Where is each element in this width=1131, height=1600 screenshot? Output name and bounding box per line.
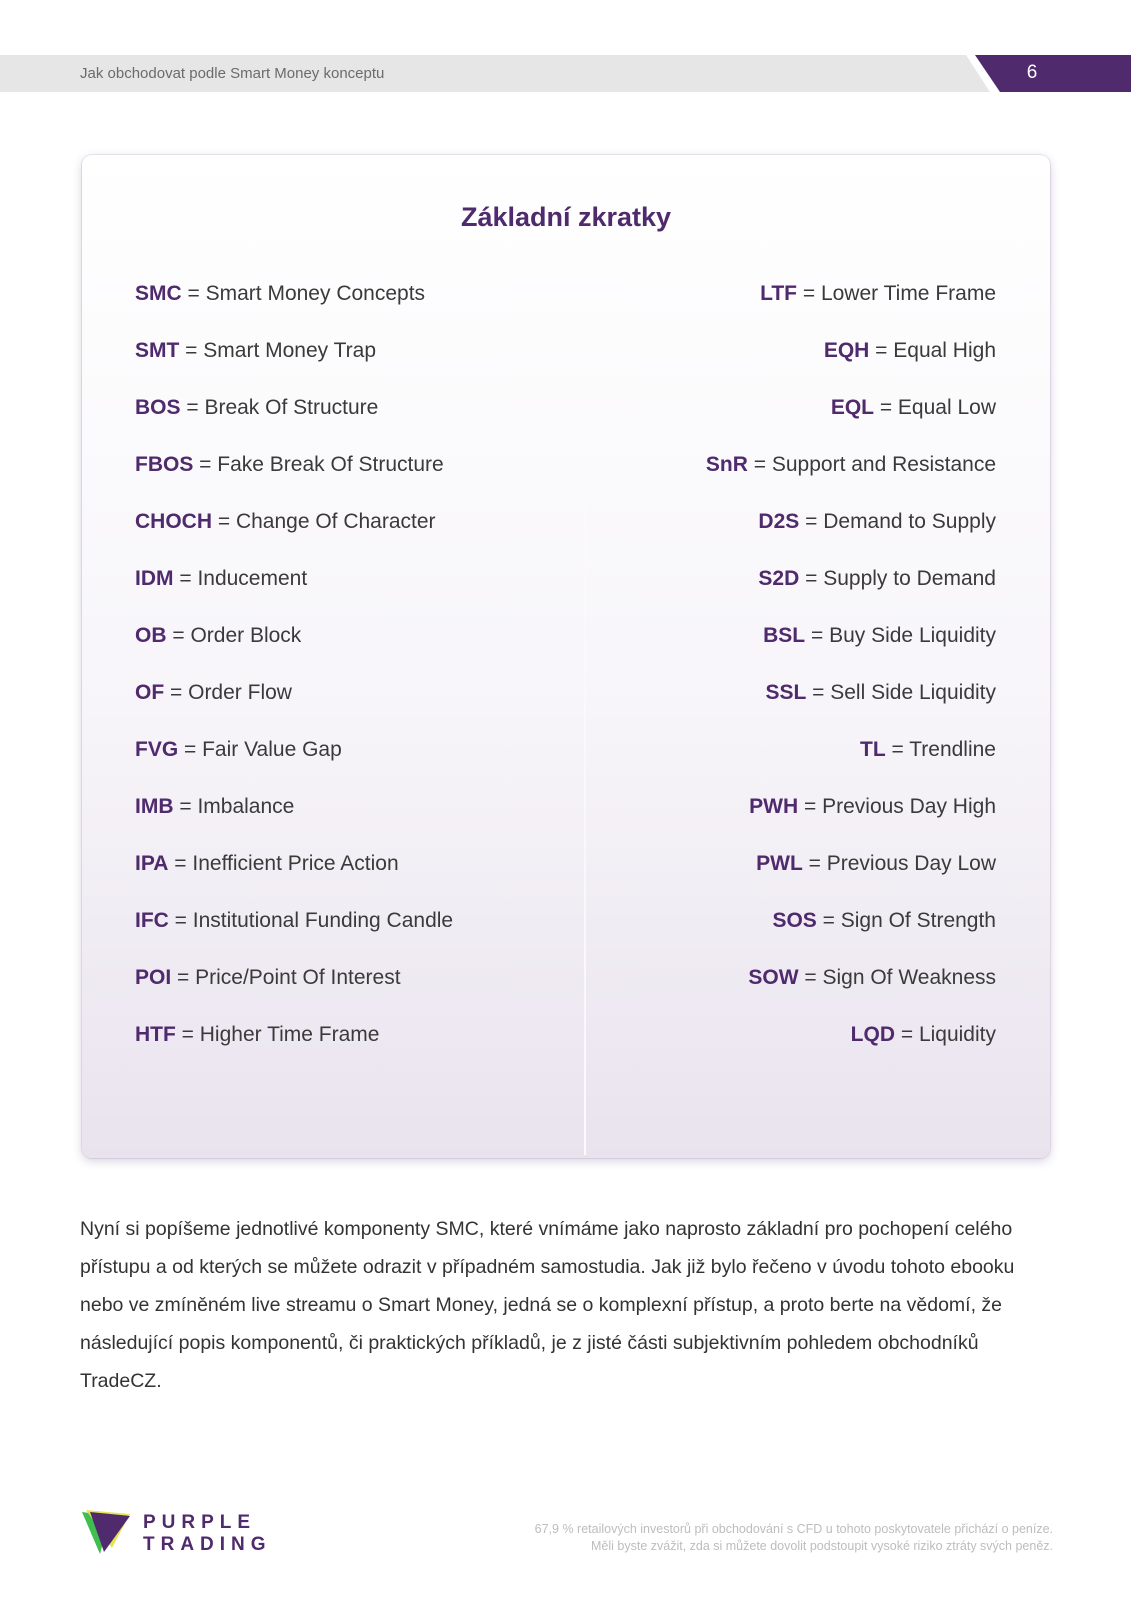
abbreviation-item: OB = Order Block xyxy=(135,624,302,647)
abbreviation-item: IMB = Imbalance xyxy=(135,795,295,818)
abbreviation-meaning: Previous Day Low xyxy=(826,852,996,875)
abbreviation-code: SMC xyxy=(135,282,182,305)
disclaimer-line-2: Měli byste zvážit, zda si můžete dovolit podstoupit vysoké riziko ztráty svých peněz. xyxy=(591,1539,1053,1553)
abbreviation-code: BOS xyxy=(135,396,181,419)
abbreviation-item: IPA = Inefficient Price Action xyxy=(135,852,399,875)
body-paragraph: Nyní si popíšeme jednotlivé komponenty SMC, které vnímáme jako naprosto základní pro pochopení celého přístupu a od kterých se můžete odrazit v případném samostudia. Jak již bylo řečeno v úvodu tohoto ebooku nebo ve zmíněném live streamu o Smart Money, jedná se o komplexní přístup, a proto berte na vědomí, že následující popis komponentů, či praktických příkladů, je z jisté části subjektivním pohledem obchodníků TradeCZ. xyxy=(80,1218,1015,1392)
abbreviation-code: IMB xyxy=(135,795,174,818)
abbreviation-item: SMC = Smart Money Concepts xyxy=(135,282,426,305)
abbreviation-meaning: Lower Time Frame xyxy=(820,282,996,305)
abbreviation-code: POI xyxy=(135,966,172,989)
abbreviation-meaning: Price/Point Of Interest xyxy=(195,966,401,989)
abbreviation-item: EQL = Equal Low xyxy=(830,396,996,419)
abbreviation-code: OB xyxy=(135,624,167,647)
abbreviation-code: FVG xyxy=(135,738,179,761)
abbreviation-code: EQH xyxy=(823,339,870,362)
abbreviation-list-right xyxy=(706,282,996,1080)
abbreviation-item: IDM = Inducement xyxy=(135,567,308,590)
abbreviation-code: PWH xyxy=(749,795,799,818)
abbreviation-item: BOS = Break Of Structure xyxy=(135,396,379,419)
abbreviation-item: FVG = Fair Value Gap xyxy=(135,738,342,761)
abbreviation-code: LQD xyxy=(850,1023,895,1046)
abbreviation-code: SMT xyxy=(135,339,180,362)
abbreviation-code: SOW xyxy=(748,966,799,989)
abbreviation-item: HTF = Higher Time Frame xyxy=(135,1023,380,1046)
abbreviation-item: S2D = Supply to Demand xyxy=(758,567,996,590)
abbreviation-item: LQD = Liquidity xyxy=(850,1023,996,1046)
abbreviation-code: D2S xyxy=(758,510,800,533)
abbreviation-meaning: Inducement xyxy=(197,567,308,590)
abbreviation-meaning: Liquidity xyxy=(918,1023,996,1046)
abbreviation-meaning: Equal High xyxy=(893,339,996,362)
abbreviation-item: D2S = Demand to Supply xyxy=(758,510,996,533)
abbreviation-meaning: Buy Side Liquidity xyxy=(829,624,996,647)
abbreviation-code: SnR xyxy=(705,453,748,476)
abbreviation-code: IPA xyxy=(135,852,169,875)
abbreviation-meaning: Order Flow xyxy=(188,681,292,704)
abbreviation-code: EQL xyxy=(830,396,874,419)
abbreviation-code: IFC xyxy=(135,909,169,932)
abbreviation-code: OF xyxy=(135,681,165,704)
abbreviation-meaning: Change Of Character xyxy=(235,510,436,533)
abbreviation-meaning: Smart Money Trap xyxy=(203,339,376,362)
abbreviation-item: PWL = Previous Day Low xyxy=(756,852,996,875)
abbreviation-meaning: Imbalance xyxy=(197,795,295,818)
card-divider xyxy=(584,380,586,1155)
abbreviation-meaning: Trendline xyxy=(909,738,996,761)
abbreviation-item: TL = Trendline xyxy=(860,738,996,761)
abbreviation-meaning: Institutional Funding Candle xyxy=(192,909,454,932)
abbreviation-item: FBOS = Fake Break Of Structure xyxy=(135,453,444,476)
abbreviation-meaning: Previous Day High xyxy=(822,795,996,818)
abbreviation-meaning: Support and Resistance xyxy=(771,453,996,476)
abbreviation-code: SOS xyxy=(772,909,817,932)
abbreviation-meaning: Sign Of Strength xyxy=(840,909,996,932)
abbreviation-item: PWH = Previous Day High xyxy=(749,795,996,818)
abbreviation-code: FBOS xyxy=(135,453,194,476)
abbreviation-item: POI = Price/Point Of Interest xyxy=(135,966,401,989)
abbreviation-meaning: Fake Break Of Structure xyxy=(217,453,444,476)
abbreviation-code: LTF xyxy=(760,282,798,305)
abbreviation-meaning: Equal Low xyxy=(897,396,996,419)
abbreviation-code: BSL xyxy=(763,624,806,647)
abbreviation-list-left xyxy=(135,282,453,1080)
abbreviation-meaning: Supply to Demand xyxy=(823,567,996,590)
abbreviation-meaning: Higher Time Frame xyxy=(199,1023,380,1046)
abbreviation-meaning: Sign Of Weakness xyxy=(822,966,996,989)
page-number-tab xyxy=(975,55,1131,92)
abbreviation-code: PWL xyxy=(756,852,803,875)
abbreviation-item: SOW = Sign Of Weakness xyxy=(748,966,996,989)
abbreviation-code: HTF xyxy=(135,1023,176,1046)
purple-trading-logo-icon xyxy=(82,1508,132,1556)
abbreviation-code: TL xyxy=(860,738,886,761)
abbreviation-meaning: Smart Money Concepts xyxy=(205,282,426,305)
abbreviation-item: EQH = Equal High xyxy=(823,339,996,362)
abbreviation-item: SOS = Sign Of Strength xyxy=(772,909,996,932)
abbreviation-code: IDM xyxy=(135,567,174,590)
abbreviation-item: LTF = Lower Time Frame xyxy=(760,282,996,305)
abbreviation-meaning: Demand to Supply xyxy=(823,510,996,533)
abbreviation-item: SSL = Sell Side Liquidity xyxy=(765,681,996,704)
abbreviation-item: SnR = Support and Resistance xyxy=(705,453,996,476)
disclaimer-line-1: 67,9 % retailových investorů při obchodování s CFD u tohoto poskytovatele přichází o peníze. xyxy=(534,1522,1053,1536)
abbreviation-meaning: Order Block xyxy=(190,624,302,647)
abbreviation-item: IFC = Institutional Funding Candle xyxy=(135,909,454,932)
risk-disclaimer xyxy=(535,1521,1053,1555)
abbreviation-meaning: Inefficient Price Action xyxy=(192,852,399,875)
brand-wordmark xyxy=(143,1512,272,1556)
abbreviation-item: CHOCH = Change Of Character xyxy=(135,510,436,533)
abbreviation-item: SMT = Smart Money Trap xyxy=(135,339,376,362)
brand-line-1: PURPLE xyxy=(143,1512,257,1533)
abbreviation-meaning: Break Of Structure xyxy=(204,396,379,419)
abbreviation-item: BSL = Buy Side Liquidity xyxy=(763,624,996,647)
abbreviation-meaning: Sell Side Liquidity xyxy=(830,681,996,704)
abbreviation-item: OF = Order Flow xyxy=(135,681,292,704)
abbreviation-meaning: Fair Value Gap xyxy=(202,738,342,761)
document-title: Jak obchodovat podle Smart Money konceptu xyxy=(80,65,385,82)
card-title: Základní zkratky xyxy=(460,202,672,232)
abbreviation-code: SSL xyxy=(765,681,807,704)
abbreviation-code: S2D xyxy=(758,567,800,590)
brand-line-2: TRADING xyxy=(143,1534,272,1555)
abbreviation-code: CHOCH xyxy=(135,510,212,533)
page-number: 6 xyxy=(1026,62,1038,83)
